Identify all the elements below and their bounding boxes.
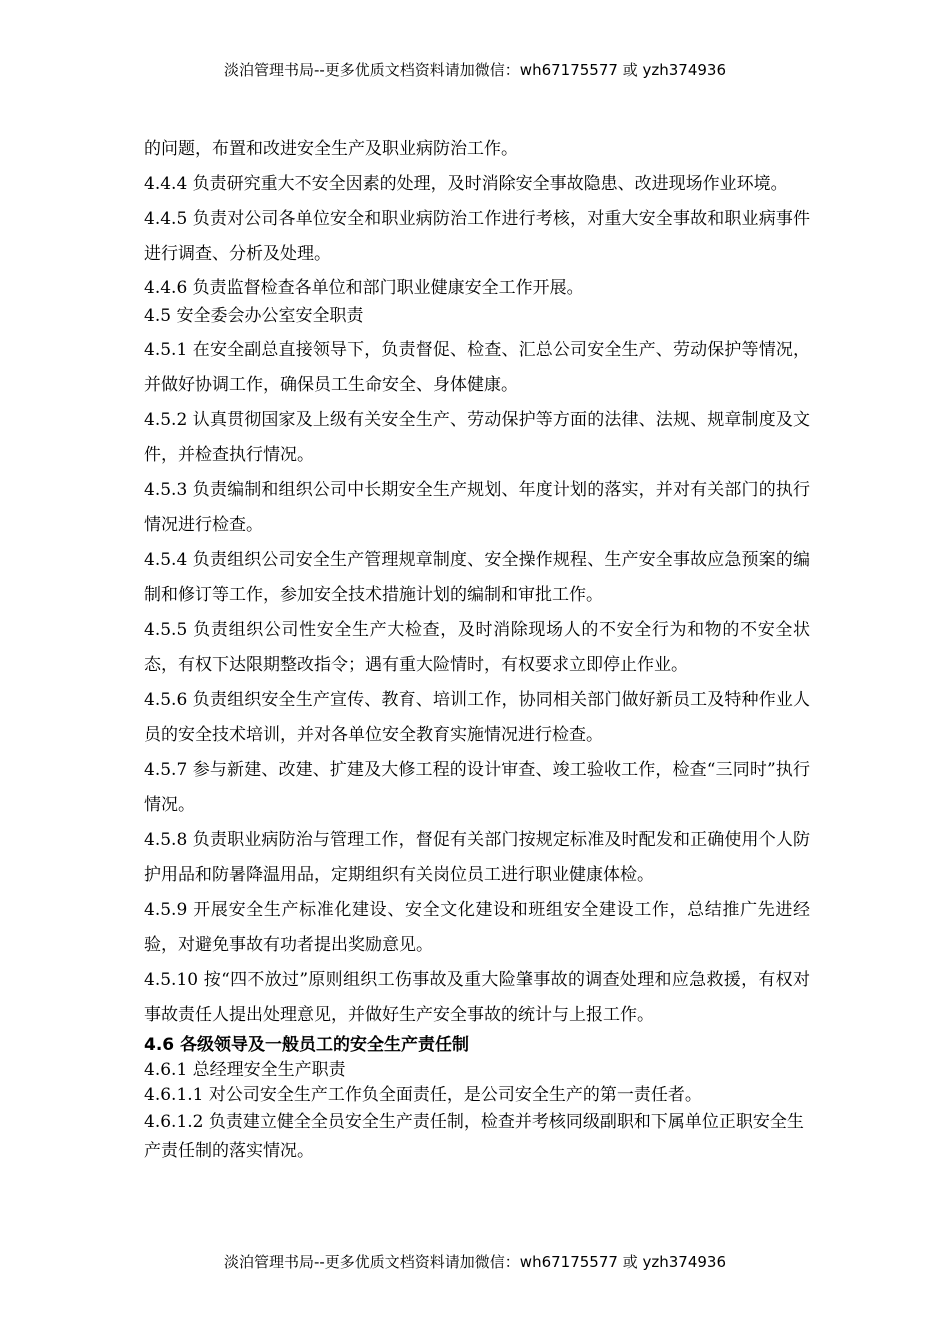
section-heading: 4.5 安全委会办公室安全职责 [144,306,364,326]
paragraph: 4.4.4 负责研究重大不安全因素的处理，及时消除安全事故隐患、改进现场作业环境。 [144,174,788,194]
page-header: 淡泊管理书局--更多优质文档资料请加微信：wh67175577 或 yzh374936 [223,61,726,79]
paragraph: 4.5.7 参与新建、改建、扩建及大修工程的设计审查、竣工验收工作，检查“三同时”执行情况。 [144,760,810,815]
document-body [144,132,810,1166]
paragraph: 4.4.6 负责监督检查各单位和部门职业健康安全工作开展。 [144,278,584,298]
paragraph: 的问题，布置和改进安全生产及职业病防治工作。 [144,139,518,159]
page-footer: 淡泊管理书局--更多优质文档资料请加微信：wh67175577 或 yzh374936 [223,1253,726,1271]
paragraph: 4.5.5 负责组织公司性安全生产大检查，及时消除现场人的不安全行为和物的不安全状态，有权下达限期整改指令；遇有重大险情时，有权要求立即停止作业。 [144,620,810,675]
paragraph: 4.5.4 负责组织公司安全生产管理规章制度、安全操作规程、生产安全事故应急预案的编制和修订等工作，参加安全技术措施计划的编制和审批工作。 [144,550,810,605]
paragraph: 4.5.8 负责职业病防治与管理工作，督促有关部门按规定标准及时配发和正确使用个人防护用品和防暑降温用品，定期组织有关岗位员工进行职业健康体检。 [144,830,810,885]
paragraph: 4.4.5 负责对公司各单位安全和职业病防治工作进行考核，对重大安全事故和职业病事件进行调查、分析及处理。 [144,209,810,264]
paragraph: 4.5.2 认真贯彻国家及上级有关安全生产、劳动保护等方面的法律、法规、规章制度及文件，并检查执行情况。 [144,410,810,465]
paragraph: 4.5.10 按“四不放过”原则组织工伤事故及重大险肇事故的调查处理和应急救援，有权对事故责任人提出处理意见，并做好生产安全事故的统计与上报工作。 [144,970,810,1025]
paragraph: 4.6.1.2 负责建立健全全员安全生产责任制，检查并考核同级副职和下属单位正职安全生产责任制的落实情况。 [144,1112,804,1161]
paragraph: 4.5.6 负责组织安全生产宣传、教育、培训工作，协同相关部门做好新员工及特种作业人员的安全技术培训，并对各单位安全教育实施情况进行检查。 [144,690,810,745]
paragraph: 4.5.1 在安全副总直接领导下，负责督促、检查、汇总公司安全生产、劳动保护等情况，并做好协调工作，确保员工生命安全、身体健康。 [144,340,810,395]
paragraph: 4.5.3 负责编制和组织公司中长期安全生产规划、年度计划的落实，并对有关部门的执行情况进行检查。 [144,480,810,535]
paragraph: 4.5.9 开展安全生产标准化建设、安全文化建设和班组安全建设工作，总结推广先进经验，对避免事故有功者提出奖励意见。 [144,900,810,955]
section-heading-bold: 4.6 各级领导及一般员工的安全生产责任制 [144,1035,470,1055]
subsection-heading: 4.6.1 总经理安全生产职责 [144,1060,346,1080]
paragraph: 4.6.1.1 对公司安全生产工作负全面责任，是公司安全生产的第一责任者。 [144,1085,702,1105]
